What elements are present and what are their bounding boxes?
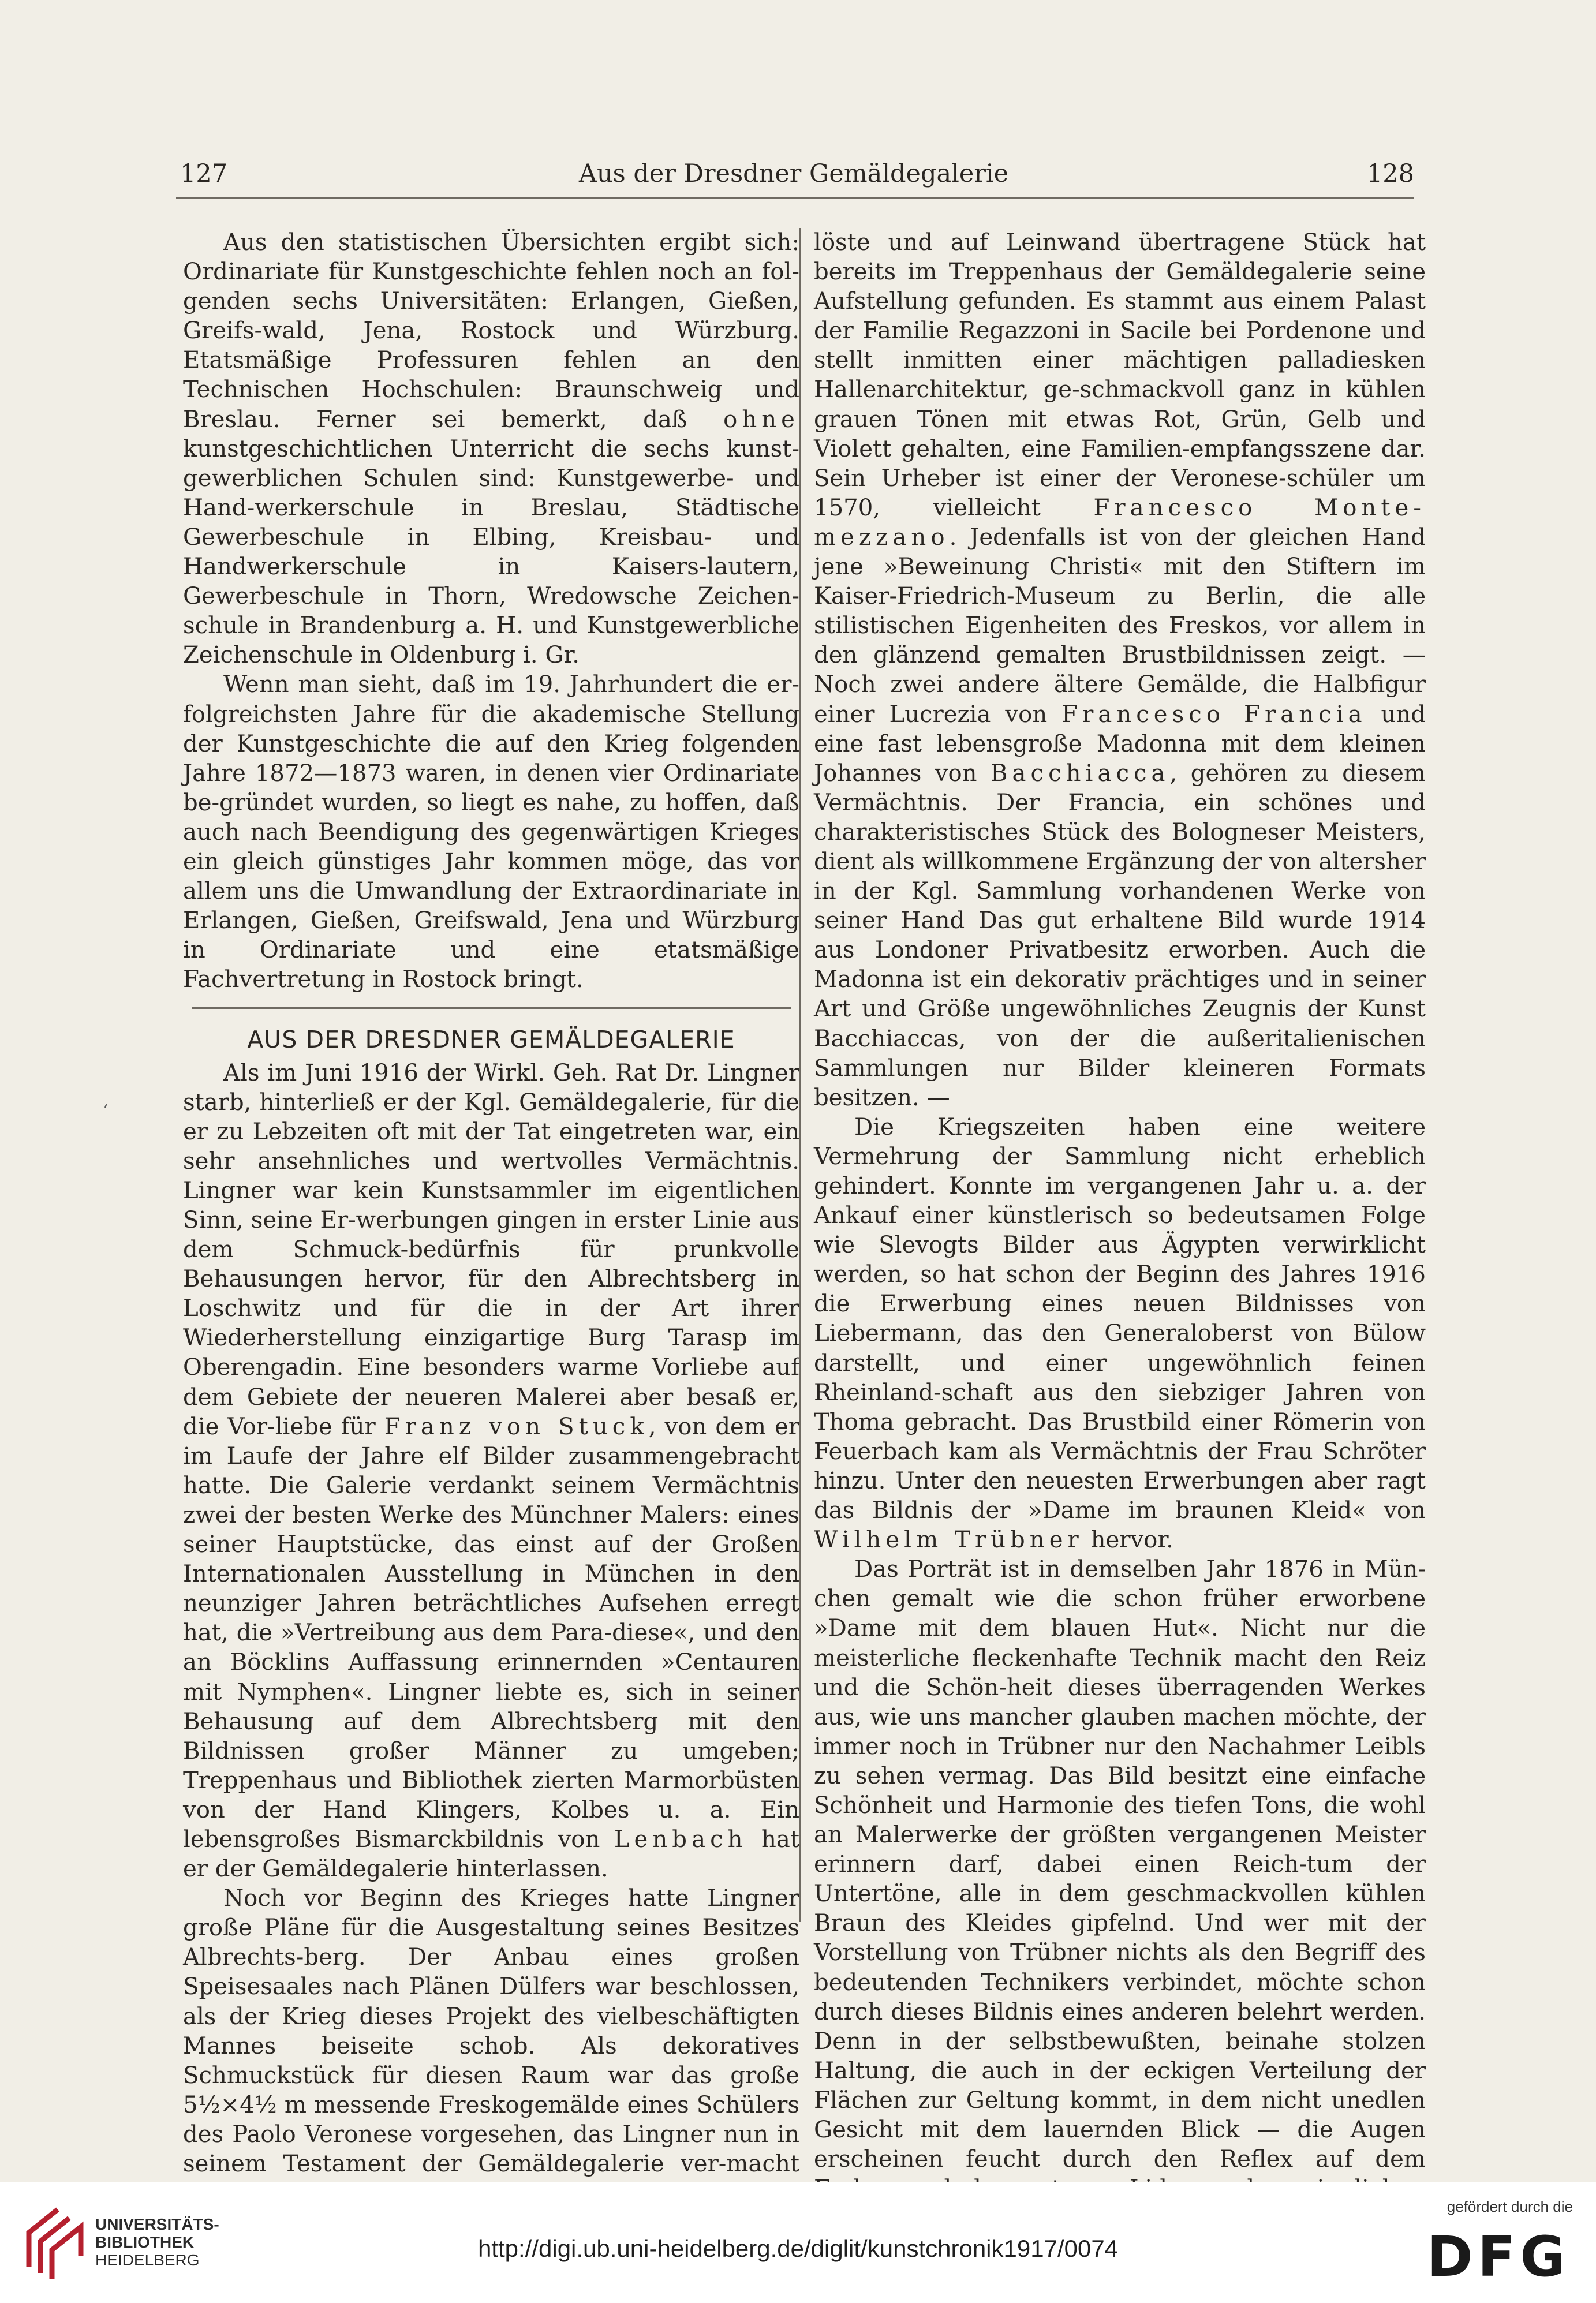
spaced-emphasis: Franz von Stuck bbox=[384, 1413, 649, 1440]
section-divider bbox=[192, 1007, 791, 1009]
funding-label: gefördert durch die bbox=[1447, 2198, 1573, 2215]
section-title: AUS DER DRESDNER GEMÄLDEGALERIE bbox=[247, 1026, 735, 1054]
spaced-emphasis: Francesco Francia bbox=[1061, 701, 1367, 728]
page-number-left: 127 bbox=[180, 159, 228, 188]
margin-mark: ʻ bbox=[103, 1101, 109, 1121]
header-rule bbox=[176, 197, 1414, 199]
spaced-emphasis: Wilhelm Trübner bbox=[814, 1527, 1083, 1554]
spaced-emphasis: Francesco Monte-mezzano bbox=[814, 494, 1426, 551]
page-number-right: 128 bbox=[1366, 159, 1414, 188]
paragraph: Das Porträt ist in demselben Jahr 1876 in Mün-chen gemalt wie die schon früher erworbene »Dame mit dem blauen Hut«. Nicht nur die meisterliche fleckenhafte Technik macht den Reiz und die Schön-heit dieses überragenden Werkes aus, wie uns mancher glauben machen möchte, der immer noch in Trübner nur den Nachahmer Leibls zu sehen vermag. Das Bild besitzt eine einfache Schönheit und Harmonie des tiefen Tons, die wohl an Malerwerke der größten vergangenen Meister erinnern darf, dabei einen Reich-tum der Untertöne, alle in dem geschmackvollen kühlen Braun des Kleides gipfelnd. Und wer mit der Vorstellung von Trübner nichts als den Begriff des bedeutenden Technikers verbindet, möchte schon durch dieses Bildnis eines anderen belehrt werden. Denn in der selbstbewußten, beinahe stolzen Haltung, die auch in der eckigen Verteilung der Flächen zur Geltung kommt, in dem nicht unedlen Gesicht mit dem lauernden Blick — die Augen erscheinen feucht durch den Reflex auf dem bbox=[814, 1556, 1426, 2173]
paragraph: Wenn man sieht, daß im 19. Jahrhundert die er-folgreichsten Jahre für die akademische Stellung der Kunstgeschichte die auf den Krieg folgenden Jahre 1872—1873 waren, in denen vier Ordinariate be-gründet wurden, so liegt es nahe, zu hoffen, daß auch nach Beendigung des gegenwärtigen Krieges ein gleich günstiges Jahr kommen möge, das vor allem uns die Umwandlung der Extraordinariate in Erlangen, Gießen, Greifswald, Jena und Würzburg in Ordinariate und eine etatsmäßige Fachvertretung in Rostock bringt. bbox=[183, 671, 799, 993]
paragraph: löste und auf Leinwand übertragene Stück hat bereits im Treppenhaus der Gemäldegalerie seine Aufstellung gefunden. Es stammt aus einem Palast der Familie Regazzoni in Sacile bei Pordenone und stellt inmitten einer mächtigen palladiesken Hallenarchitektur, ge-schmackvoll ganz in kühlen grauen Tönen mit etwas Rot, Grün, Gelb und Violett gehalten, eine Familien-empfangsszene dar. Sein Urheber ist einer der Veronese-schüler um 1570, vielleicht Francesco Monte-mezzano. Jedenfalls ist von der gleichen Hand jene »Beweinung Christi« mit den Stiftern im Kaiser-Friedrich-Museum zu Berlin, die alle stilistischen Eigenheiten des Freskos, vor allem in den glänzend gemalten Brustbildnissen zeigt. — Noch zwei andere ältere Gemälde, die Halbfigur einer Lucrezia von Francesco Francia und eine fast lebensgroße Madonna mit dem kleinen Johannes von Bacchiacca, gehören zu diesem Vermächtnis. Der Francia, ein schönes und charakteristisches Stück des Bologneser Meisters, dient als willkommene Ergänzung der von altersher in der Kgl. Sammlung vorhandenen Werke von seiner Hand Das gut erhaltene Bild wurde 1914 aus Londoner Privatbesitz erworben. Auch die Madonna ist ein dekorativ prächtiges und in seiner Art und Größe ungewöhnliches Zeugnis der Kunst Bacchiaccas, von der die außeritalienischen Sammlungen nur Bilder kleineren Formats besitzen. — bbox=[814, 229, 1426, 1111]
paragraph: Als im Juni 1916 der Wirkl. Geh. Rat Dr. Lingner starb, hinterließ er der Kgl. Gemäldegalerie, für die er zu Lebzeiten oft mit der Tat eingetreten war, ein sehr ansehnliches und wertvolles Vermächtnis. Lingner war kein Kunstsammler im eigentlichen Sinn, seine Er-werbungen gingen in erster Linie aus dem Schmuck-bedürfnis für prunkvolle Behausungen hervor, für den Albrechtsberg in Loschwitz und für die in der Art ihrer Wiederherstellung einzigartige Burg Tarasp im Oberengadin. Eine besonders warme Vorliebe auf dem Gebiete der neueren Malerei aber besaß er, die Vor-liebe für Franz von Stuck, von dem er im Laufe der Jahre elf Bilder zusammengebracht hatte. Die Galerie verdankt seinem Vermächtnis zwei der besten Werke des Münchner Malers: eines seiner Hauptstücke, das einst auf der Großen Internationalen Ausstellung in München in den neunziger Jahren beträchtliches Aufsehen erregt hat, die »Vertreibung aus dem Para-diese«, und den an Böcklins Auffassung erinnernden »Centauren mit Nymphen«. Lingner liebte es, sich in seiner Behausung auf dem Albrechtsberg mit den Bildnissen großer Männer zu umgeben; Treppenhaus und Bibliothek zierten Marmorbüsten von der Hand Klingers, Kolbes u. a. Ein lebensgroßes Bismarckbildnis von Lenbach hat er der Gemäldegalerie hinterlassen. bbox=[183, 1059, 799, 1883]
paragraph: Die Kriegszeiten haben eine weitere Vermehrung der Sammlung nicht erheblich gehindert. Konnte im vergangenen Jahr u. a. der Ankauf einer künstlerisch so bedeutsamen Folge wie Slevogts Bilder aus Ägypten verwirklicht werden, so hat schon der Beginn des Jahres 1916 die Erwerbung eines neuen Bildnisses von Liebermann, das den Generaloberst von Bülow darstellt, und einer ungewöhnlich feinen Rheinland-schaft aus den siebziger Jahren von Thoma gebracht. Das Brustbild einer Römerin von Feuerbach kam als Vermächtnis der Frau Schröter hinzu. Unter den neuesten Erwerbungen aber ragt das Bildnis der »Dame im braunen Kleid« von Wilhelm Trübner hervor. bbox=[814, 1113, 1426, 1554]
running-head bbox=[173, 155, 1414, 195]
paragraph: Aus den statistischen Übersichten ergibt sich: Ordinariate für Kunstgeschichte fehlen noch an fol-genden sechs Universitäten: Erlangen, Gießen, Greifs-wald, Jena, Rostock und Würzburg. Etatsmäßige Professuren fehlen an den Technischen Hochschulen: Braunschweig und Breslau. Ferner sei bemerkt, daß ohne kunstgeschichtlichen Unterricht die sechs kunst-gewerblichen Schulen sind: Kunstgewerbe- und Hand-werkerschule in Breslau, Städtische Gewerbeschule in Elbing, Kreisbau- und Handwerkerschule in Kaisers-lautern, Gewerbeschule in Thorn, Wredowsche Zeichen-schule in Brandenburg a. H. und Kunstgewerbliche Zeichenschule in Oldenburg i. Gr. bbox=[183, 229, 799, 669]
spaced-emphasis: Bacchiacca bbox=[990, 760, 1170, 787]
left-column bbox=[183, 228, 799, 2208]
column-divider bbox=[799, 228, 801, 1922]
right-column bbox=[814, 228, 1426, 2233]
spaced-emphasis: ohne bbox=[723, 406, 799, 433]
university-library-name: UNIVERSITÄTS- BIBLIOTHEK HEIDELBERG bbox=[95, 2215, 219, 2269]
running-title: Aus der Dresdner Gemäldegalerie bbox=[578, 159, 1009, 188]
dfg-logo: DFG bbox=[1426, 2225, 1570, 2289]
paragraph: Noch vor Beginn des Krieges hatte Lingner große Pläne für die Ausgestaltung seines Besitzes Albrechts-berg. Der Anbau eines großen Speisesaales nach Plänen Dülfers war beschlossen, als der Krieg dieses Projekt des vielbeschäftigten Mannes beiseite schob. Als dekoratives Schmuckstück für diesen Raum war das große 5½×4½ m messende Freskogemälde eines Schülers des Paolo Veronese vorgesehen, das Lingner nun in seinem Testament der Gemäldegalerie ver-macht bbox=[183, 1885, 799, 2177]
spaced-emphasis: Lenbach bbox=[614, 1826, 747, 1853]
source-url-link[interactable]: http://digi.ub.uni-heidelberg.de/diglit/kunstchronik1917/0074 bbox=[477, 2235, 1119, 2262]
digitization-footer bbox=[0, 2182, 1596, 2303]
